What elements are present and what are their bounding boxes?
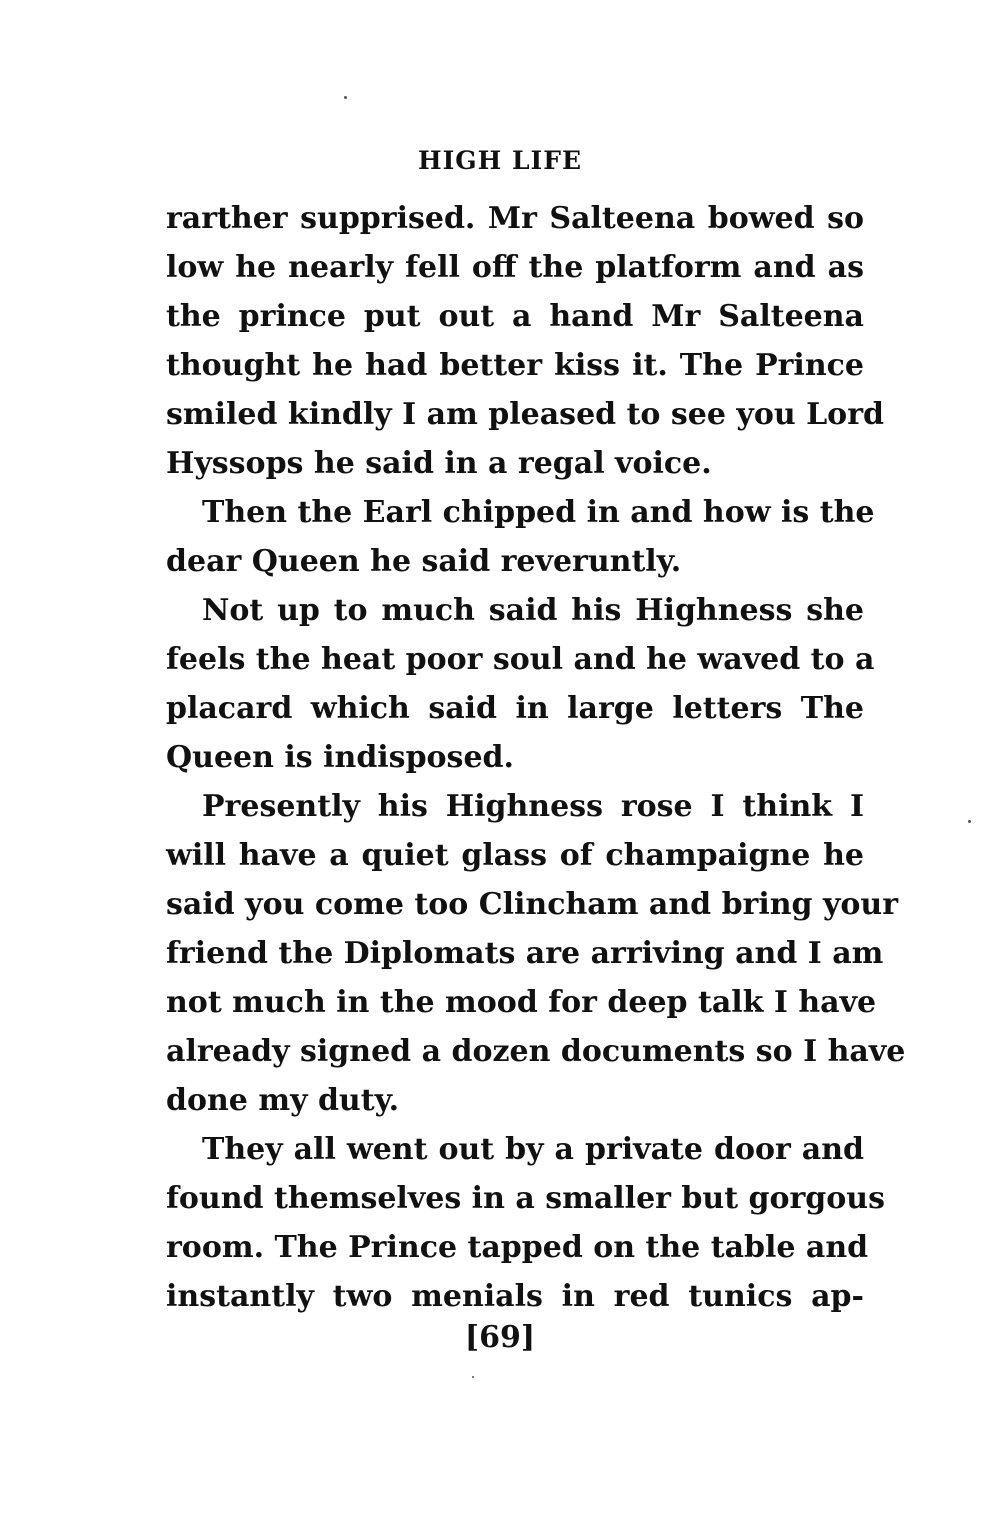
text-line: dear Queen he said reveruntly. <box>166 544 682 579</box>
text-line: low he nearly fell off the platform and as <box>166 250 864 285</box>
text-line: Queen is indisposed. <box>166 740 514 775</box>
text-line: done my duty. <box>166 1083 400 1118</box>
text-line: placard which said in large letters The <box>166 691 864 726</box>
body-text <box>166 194 906 1321</box>
running-head: HIGH LIFE <box>417 146 583 175</box>
text-line: Presently his Highness rose I think I <box>202 789 864 824</box>
text-line: will have a quiet glass of champaigne he <box>166 838 864 873</box>
text-line: thought he had better kiss it. The Prince <box>166 348 864 383</box>
text-line: not much in the mood for deep talk I have <box>166 985 877 1020</box>
scan-speck <box>968 820 971 823</box>
page-number: [69] <box>464 1320 536 1355</box>
text-line: Not up to much said his Highness she <box>202 593 864 628</box>
text-line: Then the Earl chipped in and how is the <box>202 495 875 530</box>
text-line: smiled kindly I am pleased to see you Lord <box>166 397 884 432</box>
text-line: instantly two menials in red tunics ap- <box>166 1279 864 1314</box>
text-line: friend the Diplomats are arriving and I am <box>166 936 884 971</box>
text-line: rarther supprised. Mr Salteena bowed so <box>166 201 864 236</box>
text-line: room. The Prince tapped on the table and <box>166 1230 869 1265</box>
text-line: found themselves in a smaller but gorgous <box>166 1181 885 1216</box>
text-line: They all went out by a private door and <box>202 1132 864 1167</box>
text-line: the prince put out a hand Mr Salteena <box>166 299 864 334</box>
text-line: feels the heat poor soul and he waved to a <box>166 642 875 677</box>
text-line: Hyssops he said in a regal voice. <box>166 446 712 481</box>
scan-speck <box>344 96 347 99</box>
scan-speck <box>472 1376 474 1378</box>
text-line: already signed a dozen documents so I have <box>166 1034 906 1069</box>
text-line: said you come too Clincham and bring your <box>166 887 899 922</box>
